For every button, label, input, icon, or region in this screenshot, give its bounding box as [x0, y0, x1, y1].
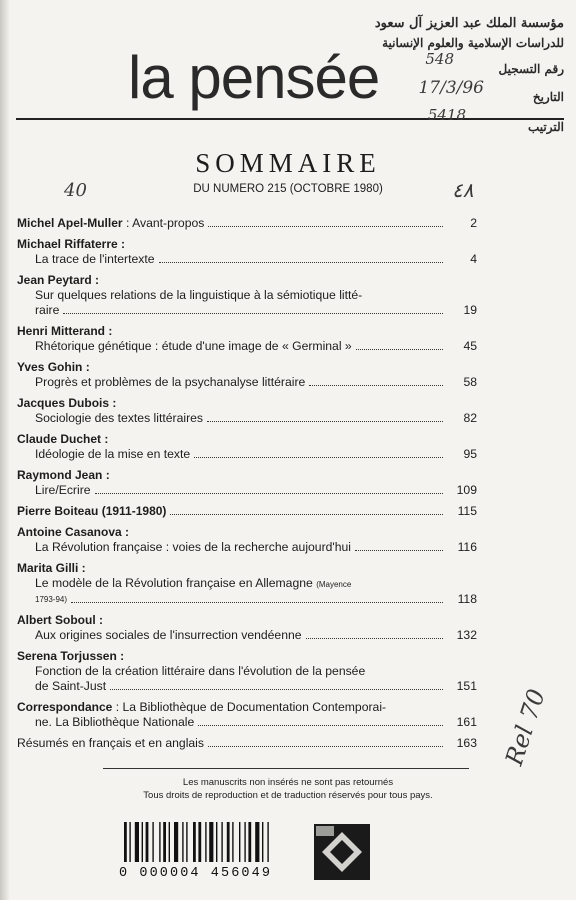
toc-entry	[17, 561, 477, 607]
toc-author: Albert Soboul :	[17, 613, 103, 627]
toc-author: Michael Riffaterre :	[17, 237, 126, 251]
toc-line	[17, 679, 477, 694]
toc-title: La trace de l'intertexte	[35, 252, 155, 266]
toc-page: 116	[457, 540, 477, 554]
toc-entry	[17, 237, 477, 267]
barcode-bar	[152, 822, 153, 862]
stamp-order: 5418	[427, 106, 466, 124]
toc-line	[17, 504, 477, 519]
barcode-bar	[248, 822, 251, 862]
toc-line	[17, 715, 477, 730]
toc-author: Jean Peytard :	[17, 273, 100, 287]
barcode-bar	[267, 822, 268, 862]
toc-page: 4	[470, 252, 477, 266]
handwritten-number: 40	[64, 180, 87, 201]
barcode-bar	[135, 822, 139, 862]
toc-entry	[17, 468, 477, 498]
barcode-bar	[216, 822, 217, 862]
toc-title: La Bibliothèque de Documentation Contemporai-	[122, 700, 387, 714]
toc-page: 115	[457, 504, 477, 518]
toc-text	[17, 736, 204, 751]
toc-entry	[17, 736, 477, 751]
toc-line	[17, 252, 477, 267]
toc-title: Rhétorique génétique : étude d'une image de « Germinal »	[35, 339, 352, 353]
leader-dots	[208, 746, 443, 747]
leader-dots	[159, 262, 443, 263]
toc-page: 161	[456, 715, 477, 729]
leader-dots	[194, 457, 443, 458]
toc-page: 58	[463, 375, 477, 389]
toc-line	[17, 540, 477, 555]
journal-masthead: la pensée	[128, 44, 380, 111]
toc-title: Avant-propos	[132, 216, 205, 230]
toc-author: Jacques Dubois :	[17, 396, 117, 410]
toc-entry	[17, 216, 477, 231]
barcode-bar	[232, 822, 233, 862]
stamp-line-4: التاريخ	[532, 90, 564, 104]
leader-dots	[110, 689, 443, 690]
toc-title: La Révolution française : voies de la recherche aujourd'hui	[35, 540, 352, 554]
leader-dots	[356, 349, 443, 350]
barcode-bar	[227, 822, 230, 862]
toc-title: Lire/Ecrire	[35, 483, 91, 497]
leader-dots	[95, 493, 443, 494]
barcode-bar	[146, 822, 149, 862]
leader-dots	[207, 421, 443, 422]
leader-dots	[309, 385, 443, 386]
leader-dots	[198, 725, 443, 726]
toc-line	[17, 576, 477, 592]
stamp-line-1: مؤسسة الملك عبد العزيز آل سعود	[374, 16, 564, 31]
barcode-bar	[174, 822, 178, 862]
toc-line	[17, 303, 477, 318]
handwritten-arabic: ٤٨	[452, 178, 474, 202]
library-stamp	[354, 16, 564, 156]
toc-line	[17, 592, 477, 607]
footer-rule	[103, 768, 469, 769]
toc-author: Serena Torjussen :	[17, 649, 125, 663]
barcode-bar	[198, 822, 201, 862]
toc-line	[17, 216, 477, 231]
barcode-bar	[221, 822, 222, 862]
barcode-bar	[169, 822, 170, 862]
barcode-bar	[255, 822, 259, 862]
leader-dots	[170, 514, 443, 515]
leader-dots	[355, 550, 443, 551]
barcode-bar	[163, 822, 166, 862]
toc-title: Sociologie des textes littéraires	[35, 411, 204, 425]
barcode-bar	[142, 822, 143, 862]
publisher-logo	[312, 822, 372, 882]
toc-title-note: 1793-94)	[35, 595, 68, 604]
stamp-date: 17/3/96	[418, 78, 484, 98]
toc-line	[17, 700, 477, 715]
barcode-bar	[244, 822, 245, 862]
toc-author: Yves Gohin :	[17, 360, 90, 374]
toc-author: Pierre Boiteau (1911-1980)	[17, 504, 167, 518]
barcode-bar	[209, 822, 213, 862]
toc-line	[17, 288, 477, 303]
sommaire-title: SOMMAIRE	[195, 148, 381, 178]
toc-entry	[17, 700, 477, 730]
toc-page: 19	[463, 303, 477, 317]
toc-title: raire	[35, 303, 60, 317]
toc-title: Aux origines sociales de l'insurrection vendéenne	[35, 628, 302, 642]
toc-page: 95	[463, 447, 477, 461]
toc-author: Henri Mitterand :	[17, 324, 113, 338]
toc-line	[17, 339, 477, 354]
stamp-reg-number: 548	[425, 50, 454, 68]
stamp-line-3: رقم التسجيل	[498, 62, 564, 76]
toc-title: Fonction de la création littéraire dans l'évolution de la pensée	[35, 664, 366, 678]
table-of-contents	[17, 216, 477, 757]
toc-entry	[17, 360, 477, 390]
toc-author: Correspondance	[17, 700, 113, 714]
stamp-line-2: للدراسات الإسلامية والعلوم الإنسانية	[382, 36, 564, 50]
issue-subtitle: DU NUMERO 215 (OCTOBRE 1980)	[193, 183, 383, 195]
toc-title: de Saint-Just	[35, 679, 107, 693]
toc-author: Raymond Jean :	[17, 468, 110, 482]
toc-author: Michel Apel-Muller	[17, 216, 123, 230]
barcode-bar	[159, 822, 160, 862]
leader-dots	[63, 313, 443, 314]
toc-title: Idéologie de la mise en texte	[35, 447, 191, 461]
toc-title: Le modèle de la Révolution française en Allemagne	[35, 576, 313, 590]
toc-page: 2	[470, 216, 477, 230]
toc-title: ne. La Bibliothèque Nationale	[35, 715, 195, 729]
toc-line	[17, 628, 477, 643]
toc-line	[17, 411, 477, 426]
toc-page: 163	[456, 736, 477, 750]
toc-line	[17, 447, 477, 462]
barcode-bar	[124, 822, 127, 862]
barcode-bar	[239, 822, 240, 862]
leader-dots	[306, 638, 443, 639]
toc-line	[17, 664, 477, 679]
toc-author: Claude Duchet :	[17, 432, 109, 446]
leader-dots	[71, 602, 443, 603]
toc-page: 118	[457, 592, 477, 606]
toc-entry	[17, 324, 477, 354]
toc-entry	[17, 504, 477, 519]
page-edge-shadow	[0, 0, 10, 900]
toc-text: Correspondance : La Bibliothèque de Documentation Contemporai-	[17, 700, 387, 714]
toc-page: 82	[463, 411, 477, 425]
barcode-digits: 0 000004 456049	[119, 866, 273, 881]
toc-title: Sur quelques relations de la linguistique à la sémiotique litté-	[35, 288, 363, 302]
toc-entry	[17, 525, 477, 555]
toc-entry	[17, 396, 477, 426]
footer-line-2: Tous droits de reproduction et de traduction réservés pour tous pays.	[143, 790, 433, 801]
barcode-bar	[129, 822, 130, 862]
barcode-bar	[186, 822, 187, 862]
toc-line	[17, 736, 477, 751]
toc-page: 132	[456, 628, 477, 642]
barcode-bar	[182, 822, 183, 862]
toc-title: Progrès et problèmes de la psychanalyse littéraire	[35, 375, 306, 389]
toc-title-note: (Mayence	[316, 580, 352, 589]
stamp-line-5: الترتيب	[528, 120, 564, 134]
toc-text: Michel Apel-Muller : Avant-propos	[17, 216, 205, 230]
barcode-bar	[262, 822, 263, 862]
toc-entry	[17, 432, 477, 462]
toc-title: Résumés en français et en anglais	[17, 736, 204, 750]
toc-author: Antoine Casanova :	[17, 525, 130, 539]
toc-page: 151	[456, 679, 477, 693]
toc-entry	[17, 273, 477, 318]
toc-entry	[17, 613, 477, 643]
toc-line	[17, 375, 477, 390]
barcode	[122, 822, 306, 870]
footer-line-1: Les manuscrits non insérés ne sont pas retournés	[182, 777, 394, 788]
leader-dots	[208, 226, 443, 227]
handwritten-margin-note: Rel 70	[500, 685, 551, 769]
toc-page: 109	[456, 483, 477, 497]
barcode-bar	[193, 822, 196, 862]
toc-line	[17, 483, 477, 498]
toc-page: 45	[463, 339, 477, 353]
toc-author: Marita Gilli :	[17, 561, 86, 575]
barcode-bar	[205, 822, 206, 862]
toc-entry	[17, 649, 477, 694]
